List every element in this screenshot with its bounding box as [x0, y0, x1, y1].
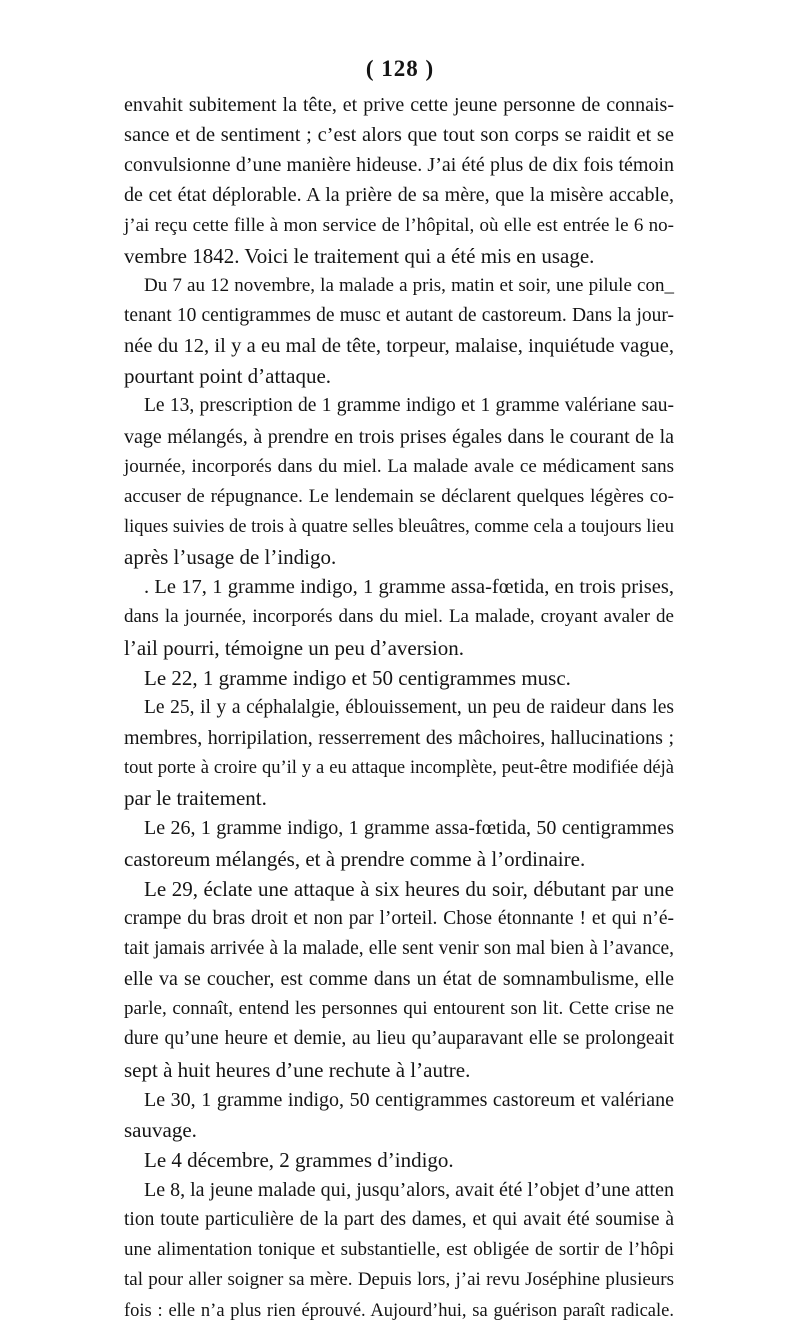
page-number: ( 128 )	[365, 56, 435, 81]
text-line: dans la journée, incorporés dans du miel. La malade, croyant avaler de	[124, 606, 674, 628]
text-line: Le 26, 1 gramme indigo, 1 gramme assa-fœtida, 50 centigrammes	[144, 817, 674, 840]
text-line: convulsionne d’une manière hideuse. J’ai été plus de dix fois témoin	[124, 154, 674, 177]
text-line: tion toute particulière de la part des dames, et qui avait été soumise à	[124, 1209, 674, 1231]
text-line: Du 7 au 12 novembre, la malade a pris, matin et soir, une pilule con_	[144, 274, 674, 296]
text-line: tal pour aller soigner sa mère. Depuis lors, j’ai revu Joséphine plusieurs	[124, 1269, 674, 1291]
text-line: Le 25, il y a céphalalgie, éblouissement, un peu de raideur dans les	[144, 696, 674, 718]
text-line: tenant 10 centigrammes de musc et autant de castoreum. Dans la jour-	[124, 304, 674, 326]
text-line: née du 12, il y a eu mal de tête, torpeur, malaise, inquiétude vague,	[124, 335, 674, 358]
text-line: Le 4 décembre, 2 grammes d’indigo.	[144, 1147, 454, 1172]
text-line: dure qu’une heure et demie, au lieu qu’auparavant elle se prolongeait	[124, 1028, 674, 1050]
text-line: une alimentation tonique et substantielle, est obligée de sortir de l’hôpi	[124, 1239, 674, 1261]
text-line: journée, incorporés dans du miel. La malade avale ce médicament sans	[124, 455, 674, 477]
text-line: sance et de sentiment ; c’est alors que tout son corps se raidit et se	[124, 124, 674, 147]
text-line: liques suivies de trois à quatre selles bleuâtres, comme cela a toujours lieu	[124, 516, 674, 537]
text-line: Le 22, 1 gramme indigo et 50 centigrammes musc.	[144, 665, 571, 690]
text-line: parle, connaît, entend les personnes qui entourent son lit. Cette crise ne	[124, 998, 674, 1020]
text-line: crampe du bras droit et non par l’orteil. Chose étonnante ! et qui n’é-	[124, 907, 674, 929]
text-line: Le 29, éclate une attaque à six heures du soir, débutant par une	[144, 876, 674, 901]
text-line: l’ail pourri, témoigne un peu d’aversion.	[124, 635, 464, 660]
text-line: sept à huit heures d’une rechute à l’autre.	[124, 1057, 471, 1082]
text-line: . Le 17, 1 gramme indigo, 1 gramme assa-fœtida, en trois prises,	[144, 576, 674, 599]
text-line: j’ai reçu cette fille à mon service de l’hôpital, où elle est entrée le 6 no-	[124, 214, 674, 236]
body-text	[124, 90, 674, 1326]
text-line: castoreum mélangés, et à prendre comme à l’ordinaire.	[124, 846, 586, 871]
text-line: Le 13, prescription de 1 gramme indigo et 1 gramme valériane sau-	[144, 395, 674, 417]
text-line: pourtant point d’attaque.	[124, 364, 332, 389]
text-line: membres, horripilation, resserrement des mâchoires, hallucinations ;	[124, 726, 674, 749]
text-line: Le 30, 1 gramme indigo, 50 centigrammes castoreum et valériane	[144, 1088, 674, 1111]
text-line: Le 8, la jeune malade qui, jusqu’alors, avait été l’objet d’une atten	[144, 1179, 674, 1202]
text-line: envahit subitement la tête, et prive cette jeune personne de connais-	[124, 94, 674, 116]
text-line: sauvage.	[124, 1117, 197, 1142]
text-line: vembre 1842. Voici le traitement qui a été mis en usage.	[124, 243, 595, 268]
text-line: accuser de répugnance. Le lendemain se déclarent quelques légères co-	[124, 485, 674, 507]
text-line: vage mélangés, à prendre en trois prises égales dans le courant de la	[124, 425, 674, 448]
text-line: après l’usage de l’indigo.	[124, 545, 337, 570]
text-line: par le traitement.	[124, 786, 267, 811]
text-line: elle va se coucher, est comme dans un état de somnambulisme, elle	[124, 968, 674, 991]
text-line: de cet état déplorable. A la prière de sa mère, que la misère accable,	[124, 184, 674, 207]
text-line: tout porte à croire qu’il y a eu attaque incomplète, peut-être modifiée déjà	[124, 758, 674, 779]
text-line: fois : elle n’a plus rien éprouvé. Aujourd’hui, sa guérison paraît radicale.	[124, 1300, 674, 1321]
text-line: tait jamais arrivée à la malade, elle sent venir son mal bien à l’avance,	[124, 937, 674, 959]
